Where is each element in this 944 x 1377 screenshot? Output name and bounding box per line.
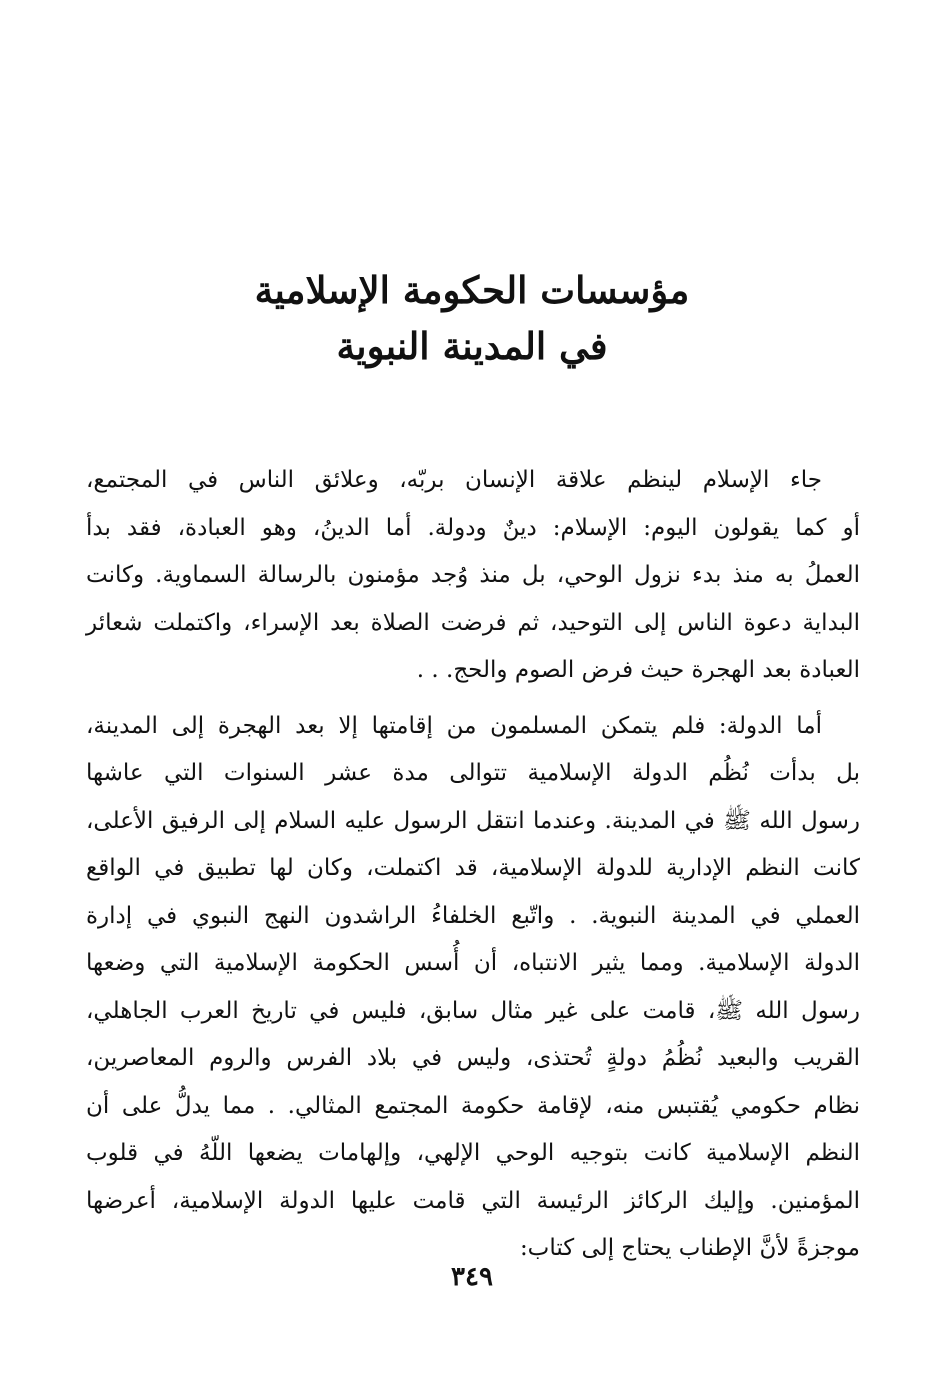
- text-line: موجزةً لأنَّ الإطناب يحتاج إلى كتاب:: [519, 1235, 860, 1261]
- text-line: البداية دعوة الناس إلى التوحيد، ثم فرضت الصلاة بعد الإسراء، واكتملت شعائر: [86, 609, 860, 636]
- text-line: رسول الله ﷺ في المدينة. وعندما انتقل الرسول عليه السلام إلى الرفيق الأعلى،: [86, 807, 860, 834]
- text-line: أما الدولة: فلم يتمكن المسلمون من إقامتها إلا بعد الهجرة إلى المدينة،: [86, 712, 822, 739]
- text-line: المؤمنين. وإليك الركائز الرئيسة التي قامت عليها الدولة الإسلامية، أعرضها: [86, 1187, 860, 1214]
- text-line: بل بدأت نُظُم الدولة الإسلامية تتوالى مدة عشر السنوات التي عاشها: [86, 760, 860, 786]
- text-line: العملي في المدينة النبوية. . واتّبع الخلفاءُ الراشدون النهج النبوي في إدارة: [86, 902, 860, 929]
- page-number: ٣٤٩: [451, 1262, 493, 1292]
- chapter-title-line-1: مؤسسات الحكومة الإسلامية: [254, 268, 690, 312]
- chapter-title: [180, 262, 764, 374]
- text-line: جاء الإسلام لينظم علاقة الإنسان بربّه، وعلائق الناس في المجتمع،: [86, 467, 822, 493]
- text-line: الدولة الإسلامية. ومما يثير الانتباه، أن أُسس الحكومة الإسلامية التي وضعها: [86, 950, 860, 976]
- text-line: النظم الإسلامية كانت بتوجيه الوحي الإلهي، وإلهامات يضعها اللّهُ في قلوب: [86, 1140, 860, 1166]
- text-line: العبادة بعد الهجرة حيث فرض الصوم والحج. . .: [416, 657, 860, 683]
- text-line: العملُ به منذ بدء نزول الوحي، بل منذ وُجد مؤمنون بالرسالة السماوية. وكانت: [86, 562, 860, 588]
- body-text: [86, 457, 860, 1273]
- text-line: رسول الله ﷺ، قامت على غير مثال سابق، فليس في تاريخ العرب الجاهلي،: [86, 997, 860, 1024]
- text-line: أو كما يقولون اليوم: الإسلام: دينٌ ودولة. أما الدينُ، وهو العبادة، فقد بدأ: [86, 514, 860, 541]
- paragraph-2: [86, 703, 860, 1273]
- paragraph-1: [86, 457, 860, 695]
- chapter-title-line-2: في المدينة النبوية: [336, 324, 608, 368]
- text-line: كانت النظم الإدارية للدولة الإسلامية، قد اكتملت، وكان لها تطبيق في الواقع: [86, 855, 860, 881]
- text-line: القريب والبعيد نُظُمُ دولةٍ تُحتذى، وليس في بلاد الفرس والروم المعاصرين،: [86, 1045, 860, 1071]
- text-line: نظام حكومي يُقتبس منه، لإقامة حكومة المجتمع المثالي. . مما يدلُّ على أن: [86, 1092, 860, 1119]
